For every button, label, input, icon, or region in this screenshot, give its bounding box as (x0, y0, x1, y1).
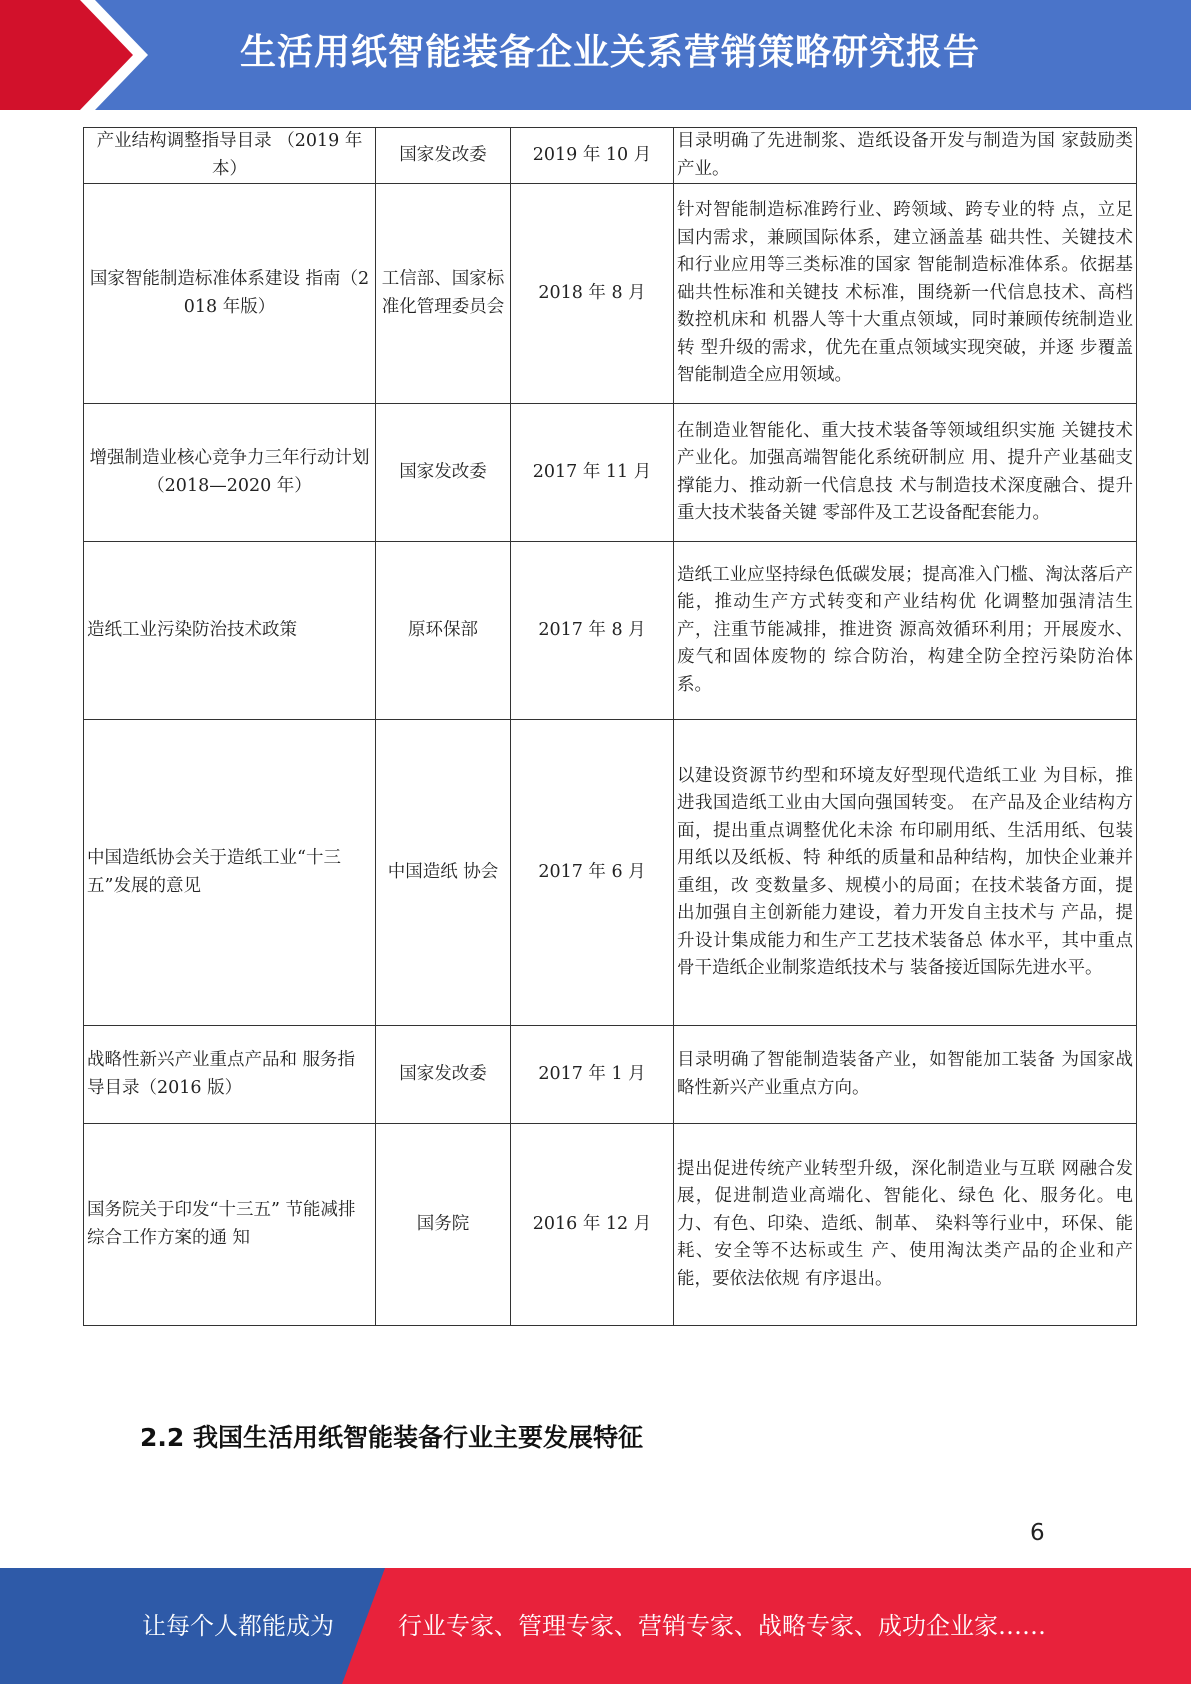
policy-summary: 以建设资源节约型和环境友好型现代造纸工业 为目标，推进我国造纸工业由大国向强国转变。 在产品及企业结构方面，提出重点调整优化未涂 布印刷用纸、生活用纸、包装用纸以及纸板、特 种纸的质量和品种结构，加快企业兼并重组，改 变数量多、规模小的局面；在技术装备方面，提 出加强自主创新能力建设，着力开发自主技术与 产品，提升设计集成能力和生产工艺技术装备总 体水平，其中重点骨干造纸企业制浆造纸技术与 装备接近国际先进水平。 (674, 720, 1137, 1026)
issuing-body: 国务院 (376, 1124, 511, 1326)
policy-table (83, 127, 1137, 1326)
table-row (84, 542, 1137, 720)
issue-date: 2017 年 8 月 (511, 542, 674, 720)
table-row (84, 404, 1137, 542)
issue-date: 2016 年 12 月 (511, 1124, 674, 1326)
table-row (84, 1124, 1137, 1326)
issuing-body: 国家发改委 (376, 128, 511, 184)
policy-summary: 提出促进传统产业转型升级，深化制造业与互联 网融合发展，促进制造业高端化、智能化、绿色 化、服务化。电力、有色、印染、造纸、制革、 染料等行业中，环保、能耗、安全等不达标或生 产、使用淘汰类产品的企业和产能，要依法依规 有序退出。 (674, 1124, 1137, 1326)
policy-name: 中国造纸协会关于造纸工业“十三五”发展的意见 (84, 720, 376, 1026)
policy-summary: 在制造业智能化、重大技术装备等领域组织实施 关键技术产业化。加强高端智能化系统研制应 用、提升产业基础支撑能力、推动新一代信息技 术与制造技术深度融合、提升重大技术装备关键 零部件及工艺设备配套能力。 (674, 404, 1137, 542)
footer-slogan-left: 让每个人都能成为 (142, 1612, 334, 1640)
page-footer (0, 1568, 1191, 1684)
policy-summary: 目录明确了智能制造装备产业，如智能加工装备 为国家战略性新兴产业重点方向。 (674, 1026, 1137, 1124)
policy-name: 产业结构调整指导目录 （2019 年本） (84, 128, 376, 184)
policy-name: 战略性新兴产业重点产品和 服务指导目录（2016 版） (84, 1026, 376, 1124)
report-title: 生活用纸智能装备企业关系营销策略研究报告 (240, 32, 981, 73)
page-number: 6 (1030, 1520, 1045, 1546)
issuing-body: 工信部、国家标准化管理委员会 (376, 184, 511, 404)
policy-summary: 针对智能制造标准跨行业、跨领域、跨专业的特 点，立足国内需求，兼顾国际体系，建立涵盖基 础共性、关键技术和行业应用等三类标准的国家 智能制造标准体系。依据基础共性标准和关键技 术标准，围绕新一代信息技术、高档数控机床和 机器人等十大重点领域，同时兼顾传统制造业转 型升级的需求，优先在重点领域实现突破，并逐 步覆盖智能制造全应用领域。 (674, 184, 1137, 404)
table-row (84, 1026, 1137, 1124)
policy-name: 增强制造业核心竞争力三年行动计划（2018—2020 年） (84, 404, 376, 542)
policy-name: 国务院关于印发“十三五” 节能减排综合工作方案的通 知 (84, 1124, 376, 1326)
table-row (84, 720, 1137, 1026)
page-header (0, 0, 1191, 110)
table-row (84, 128, 1137, 184)
policy-summary: 造纸工业应坚持绿色低碳发展；提高准入门槛、淘汰落后产能，推动生产方式转变和产业结构优 化调整加强清洁生产，注重节能减排，推进资 源高效循环利用；开展废水、废气和固体废物的 综合防治，构建全防全控污染防治体系。 (674, 542, 1137, 720)
section-heading: 2.2 我国生活用纸智能装备行业主要发展特征 (140, 1423, 643, 1452)
issue-date: 2019 年 10 月 (511, 128, 674, 184)
issue-date: 2017 年 1 月 (511, 1026, 674, 1124)
issuing-body: 中国造纸 协会 (376, 720, 511, 1026)
policy-summary: 目录明确了先进制浆、造纸设备开发与制造为国 家鼓励类产业。 (674, 128, 1137, 184)
issue-date: 2017 年 6 月 (511, 720, 674, 1026)
issuing-body: 国家发改委 (376, 1026, 511, 1124)
issuing-body: 国家发改委 (376, 404, 511, 542)
policy-name: 国家智能制造标准体系建设 指南（2018 年版） (84, 184, 376, 404)
footer-slogan-right: 行业专家、管理专家、营销专家、战略专家、成功企业家…… (398, 1612, 1046, 1640)
issuing-body: 原环保部 (376, 542, 511, 720)
issue-date: 2018 年 8 月 (511, 184, 674, 404)
table-row (84, 184, 1137, 404)
issue-date: 2017 年 11 月 (511, 404, 674, 542)
policy-name: 造纸工业污染防治技术政策 (84, 542, 376, 720)
